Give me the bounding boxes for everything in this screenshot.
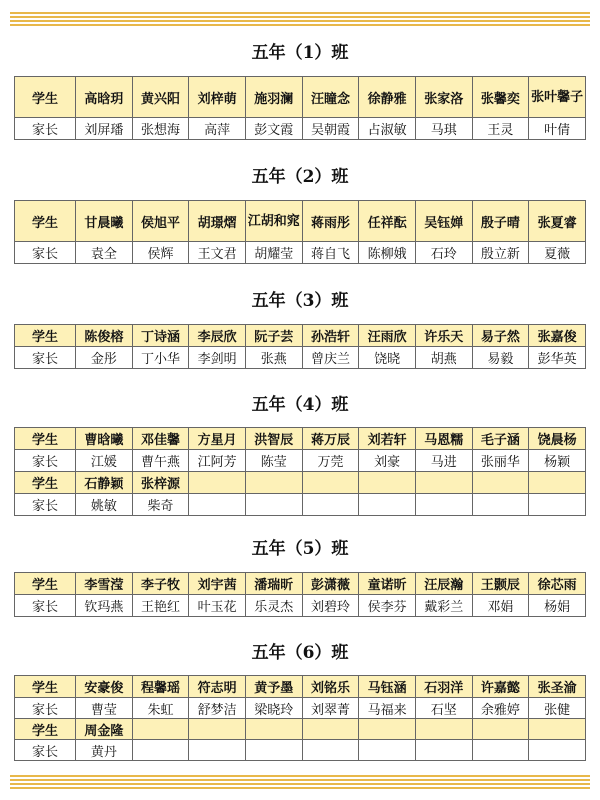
empty-cell	[245, 719, 302, 740]
class-table-6	[14, 675, 586, 761]
student-name: 施羽澜	[245, 77, 302, 118]
empty-cell	[245, 494, 302, 516]
student-name: 蒋雨彤	[302, 201, 359, 242]
parent-name: 彭文霞	[245, 118, 302, 140]
parent-name: 叶倩	[529, 118, 586, 140]
parent-label: 家长	[15, 118, 76, 140]
student-name: 吴钰婵	[415, 201, 472, 242]
empty-cell	[415, 719, 472, 740]
student-name: 李雪滢	[76, 573, 133, 595]
student-name: 石羽洋	[415, 676, 472, 698]
parent-name: 袁全	[76, 242, 133, 264]
parent-name: 王艳红	[132, 595, 189, 617]
parent-name: 石玲	[415, 242, 472, 264]
student-name: 李子牧	[132, 573, 189, 595]
parent-name: 戴彩兰	[415, 595, 472, 617]
class-title-6: 五年（6）班	[251, 643, 349, 663]
student-name: 汪辰瀚	[415, 573, 472, 595]
parent-name: 丁小华	[132, 347, 189, 369]
student-name: 黄予墨	[245, 676, 302, 698]
class-table-4	[14, 427, 586, 516]
empty-cell	[132, 740, 189, 761]
parent-name: 张健	[529, 698, 586, 719]
parent-name: 马福来	[359, 698, 416, 719]
parent-row	[15, 595, 586, 617]
parent-name: 李剑明	[189, 347, 246, 369]
parent-name: 黄丹	[76, 740, 133, 761]
student-name: 周金隆	[76, 719, 133, 740]
parent-name: 钦玛燕	[76, 595, 133, 617]
student-name: 方星月	[189, 428, 246, 450]
student-name: 张馨奕	[472, 77, 529, 118]
bottom-stripe-decoration	[10, 775, 590, 789]
student-name: 许嘉懿	[472, 676, 529, 698]
student-name: 黄兴阳	[132, 77, 189, 118]
parent-name: 易毅	[472, 347, 529, 369]
student-name: 石静颖	[76, 472, 133, 494]
empty-cell	[415, 472, 472, 494]
empty-cell	[472, 472, 529, 494]
parent-name: 张丽华	[472, 450, 529, 472]
student-label: 学生	[15, 77, 76, 118]
student-name: 任祥酝	[359, 201, 416, 242]
empty-cell	[529, 472, 586, 494]
student-row	[15, 472, 586, 494]
parent-name: 乐灵杰	[245, 595, 302, 617]
student-label: 学生	[15, 472, 76, 494]
parent-row	[15, 118, 586, 140]
student-name: 胡璟熠	[189, 201, 246, 242]
empty-cell	[472, 740, 529, 761]
student-label: 学生	[15, 325, 76, 347]
student-row	[15, 676, 586, 698]
parent-name: 夏薇	[529, 242, 586, 264]
student-name: 彭潇薇	[302, 573, 359, 595]
student-name: 徐静雅	[359, 77, 416, 118]
parent-name: 张燕	[245, 347, 302, 369]
student-label: 学生	[15, 719, 76, 740]
parent-name: 杨娟	[529, 595, 586, 617]
student-row	[15, 325, 586, 347]
parent-name: 叶玉花	[189, 595, 246, 617]
student-name: 曹晗曦	[76, 428, 133, 450]
parent-name: 朱虹	[132, 698, 189, 719]
empty-cell	[302, 472, 359, 494]
student-name: 易子然	[472, 325, 529, 347]
empty-cell	[302, 719, 359, 740]
student-name: 刘梓萌	[189, 77, 246, 118]
parent-name: 刘屏璠	[76, 118, 133, 140]
empty-cell	[359, 740, 416, 761]
student-name: 刘若轩	[359, 428, 416, 450]
parent-label: 家长	[15, 698, 76, 719]
parent-name: 胡耀莹	[245, 242, 302, 264]
student-name: 汪雨欣	[359, 325, 416, 347]
student-name: 张梓源	[132, 472, 189, 494]
student-name: 饶晨杨	[529, 428, 586, 450]
student-name: 马恩糯	[415, 428, 472, 450]
student-name: 甘晨曦	[76, 201, 133, 242]
parent-name: 彭华英	[529, 347, 586, 369]
parent-name: 万莞	[302, 450, 359, 472]
empty-cell	[359, 719, 416, 740]
class-table-2	[14, 200, 586, 264]
parent-name: 胡燕	[415, 347, 472, 369]
parent-row	[15, 450, 586, 472]
parent-label: 家长	[15, 347, 76, 369]
parent-name: 刘翠菁	[302, 698, 359, 719]
empty-cell	[302, 740, 359, 761]
student-row	[15, 573, 586, 595]
student-name: 童诺昕	[359, 573, 416, 595]
student-name: 刘铭乐	[302, 676, 359, 698]
student-name: 毛子涵	[472, 428, 529, 450]
parent-name: 占淑敏	[359, 118, 416, 140]
parent-name: 曹莹	[76, 698, 133, 719]
parent-name: 高萍	[189, 118, 246, 140]
parent-name: 殷立新	[472, 242, 529, 264]
parent-name: 曾庆兰	[302, 347, 359, 369]
parent-name: 侯辉	[132, 242, 189, 264]
student-label: 学生	[15, 573, 76, 595]
class-table-3	[14, 324, 586, 369]
empty-cell	[189, 719, 246, 740]
parent-name: 梁晓玲	[245, 698, 302, 719]
empty-cell	[529, 740, 586, 761]
empty-cell	[472, 719, 529, 740]
parent-name: 吴朝霞	[302, 118, 359, 140]
student-name: 许乐天	[415, 325, 472, 347]
parent-name: 刘豪	[359, 450, 416, 472]
student-name: 侯旭平	[132, 201, 189, 242]
parent-name: 陈莹	[245, 450, 302, 472]
empty-cell	[359, 472, 416, 494]
student-name: 阮子芸	[245, 325, 302, 347]
parent-name: 舒梦洁	[189, 698, 246, 719]
student-name	[245, 201, 302, 242]
class-title-5: 五年（5）班	[251, 539, 349, 559]
student-label: 学生	[15, 201, 76, 242]
student-label: 学生	[15, 676, 76, 698]
parent-label: 家长	[15, 494, 76, 516]
parent-row	[15, 494, 586, 516]
empty-cell	[529, 719, 586, 740]
student-row	[15, 719, 586, 740]
parent-row	[15, 698, 586, 719]
student-name: 张圣渝	[529, 676, 586, 698]
parent-name: 曹午燕	[132, 450, 189, 472]
parent-name: 姚敏	[76, 494, 133, 516]
student-name: 张夏睿	[529, 201, 586, 242]
student-name: 陈俊榕	[76, 325, 133, 347]
class-title-4: 五年（4）班	[251, 395, 349, 415]
parent-name: 石坚	[415, 698, 472, 719]
empty-cell	[189, 472, 246, 494]
student-name: 王颢辰	[472, 573, 529, 595]
student-row	[15, 201, 586, 242]
parent-name: 杨颖	[529, 450, 586, 472]
student-name: 张嘉俊	[529, 325, 586, 347]
top-stripe-decoration	[10, 12, 590, 26]
empty-cell	[359, 494, 416, 516]
student-name: 马钰涵	[359, 676, 416, 698]
student-name: 刘宇茜	[189, 573, 246, 595]
student-name: 孙浩轩	[302, 325, 359, 347]
empty-cell	[245, 740, 302, 761]
parent-name: 蒋自飞	[302, 242, 359, 264]
parent-label: 家长	[15, 595, 76, 617]
student-name: 潘瑞昕	[245, 573, 302, 595]
student-name: 高晗玥	[76, 77, 133, 118]
class-title-2: 五年（2）班	[251, 167, 349, 187]
student-row	[15, 77, 586, 118]
parent-row	[15, 242, 586, 264]
parent-name: 陈柳娥	[359, 242, 416, 264]
empty-cell	[415, 740, 472, 761]
class-table-5	[14, 572, 586, 617]
parent-name: 侯李芬	[359, 595, 416, 617]
parent-label: 家长	[15, 450, 76, 472]
empty-cell	[132, 719, 189, 740]
parent-name: 马琪	[415, 118, 472, 140]
empty-cell	[189, 494, 246, 516]
empty-cell	[302, 494, 359, 516]
class-title-3: 五年（3）班	[251, 291, 349, 311]
student-name: 程馨瑶	[132, 676, 189, 698]
student-name-text: 江胡和窕	[247, 213, 300, 229]
parent-name: 王灵	[472, 118, 529, 140]
parent-row	[15, 347, 586, 369]
parent-label: 家长	[15, 740, 76, 761]
student-name: 徐芯雨	[529, 573, 586, 595]
student-name: 洪智辰	[245, 428, 302, 450]
parent-name: 邓娟	[472, 595, 529, 617]
parent-name: 柴奇	[132, 494, 189, 516]
student-name: 张家洛	[415, 77, 472, 118]
empty-cell	[415, 494, 472, 516]
parent-name: 刘碧玲	[302, 595, 359, 617]
empty-cell	[189, 740, 246, 761]
student-name: 汪瞳念	[302, 77, 359, 118]
student-name: 丁诗涵	[132, 325, 189, 347]
parent-name: 王文君	[189, 242, 246, 264]
class-table-1	[14, 76, 586, 140]
student-label: 学生	[15, 428, 76, 450]
parent-name: 张想海	[132, 118, 189, 140]
parent-name: 江媛	[76, 450, 133, 472]
empty-cell	[529, 494, 586, 516]
parent-row	[15, 740, 586, 761]
parent-name: 江阿芳	[189, 450, 246, 472]
student-name	[529, 77, 586, 118]
parent-name: 马进	[415, 450, 472, 472]
class-title-1: 五年（1）班	[251, 43, 349, 63]
student-name: 李辰欣	[189, 325, 246, 347]
student-row	[15, 428, 586, 450]
parent-label: 家长	[15, 242, 76, 264]
student-name: 符志明	[189, 676, 246, 698]
student-name: 邓佳馨	[132, 428, 189, 450]
student-name: 殷子晴	[472, 201, 529, 242]
student-name-text: 张叶馨子	[531, 89, 584, 105]
student-name: 安豪俊	[76, 676, 133, 698]
parent-name: 金彤	[76, 347, 133, 369]
empty-cell	[245, 472, 302, 494]
empty-cell	[472, 494, 529, 516]
parent-name: 余雅婷	[472, 698, 529, 719]
student-name: 蒋万辰	[302, 428, 359, 450]
parent-name: 饶晓	[359, 347, 416, 369]
